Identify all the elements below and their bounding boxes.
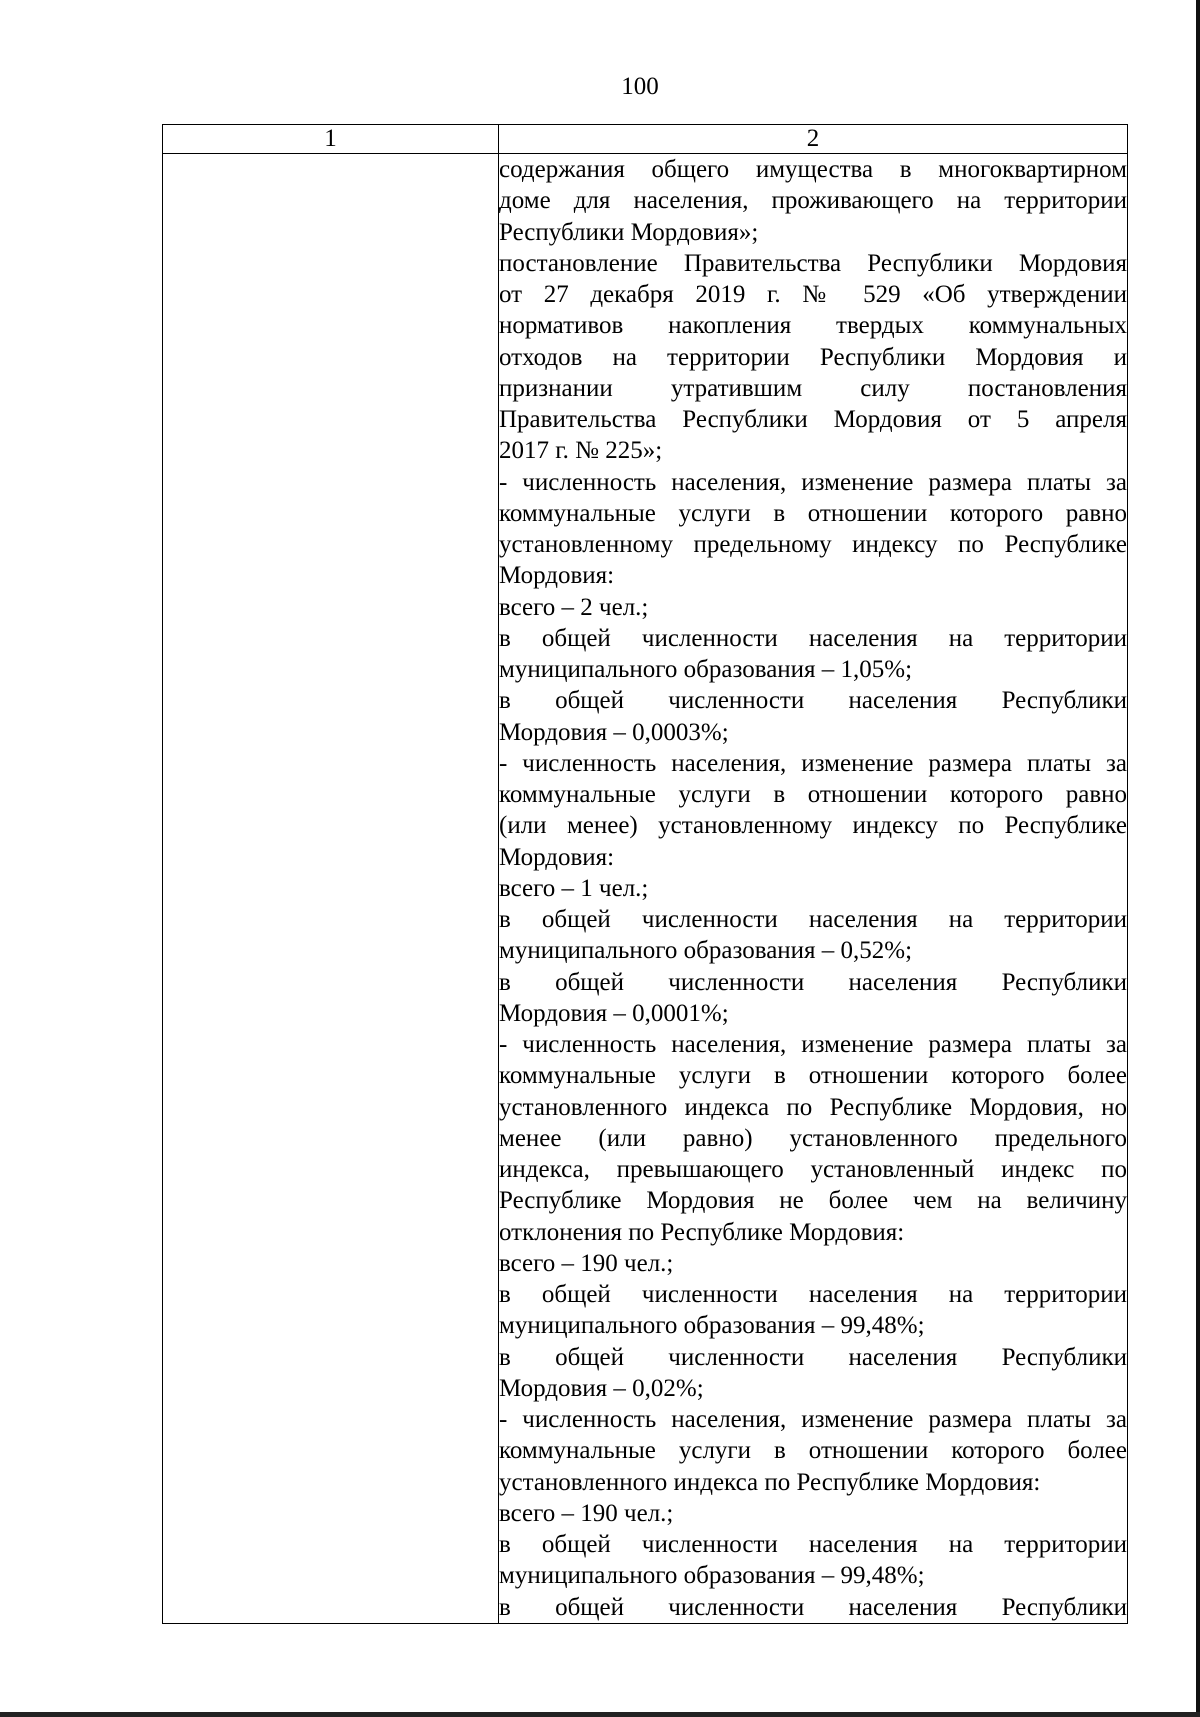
text-line: - численность населения, изменение размера платы за bbox=[499, 1406, 1127, 1433]
text-line: коммунальные услуги в отношении которого более bbox=[499, 1062, 1127, 1090]
text-line: муниципального образования – 1,05%; bbox=[499, 656, 913, 683]
text-line: в общей численности населения Республики bbox=[499, 968, 1127, 996]
text-line: от 27 декабря 2019 г. № 529 «Об утверждении bbox=[499, 281, 1127, 308]
scan-edge-right bbox=[1196, 0, 1200, 1717]
text-line: отходов на территории Республики Мордовия и bbox=[499, 343, 1127, 371]
text-line: (или менее) установленному индексу по Республике bbox=[499, 812, 1127, 840]
text-line: - численность населения, изменение размера платы за bbox=[499, 1031, 1127, 1058]
text-line: установленного индекса по Республике Мордовия, но bbox=[499, 1093, 1127, 1121]
text-line: доме для населения, проживающего на территории bbox=[499, 187, 1127, 215]
scan-edge-bottom bbox=[0, 1712, 1200, 1717]
text-line: 2017 г. № 225»; bbox=[499, 437, 663, 465]
text-line: Мордовия – 0,02%; bbox=[499, 1374, 704, 1402]
text-line: Республики Мордовия»; bbox=[499, 218, 759, 246]
text-line: в общей численности населения на территории bbox=[499, 906, 1127, 933]
column-1-cell bbox=[163, 154, 499, 1624]
text-line: менее (или равно) установленного предельного bbox=[499, 1124, 1127, 1152]
text-line: нормативов накопления твердых коммунальных bbox=[499, 312, 1127, 340]
text-line: муниципального образования – 99,48%; bbox=[499, 1312, 925, 1340]
text-line: Мордовия – 0,0001%; bbox=[499, 999, 729, 1027]
text-line: муниципального образования – 99,48%; bbox=[499, 1562, 925, 1590]
text-line: в общей численности населения Республики bbox=[499, 1343, 1127, 1371]
text-line: Мордовия: bbox=[499, 843, 615, 871]
text-line: коммунальные услуги в отношении которого более bbox=[499, 1437, 1127, 1465]
text-line: всего – 190 чел.; bbox=[499, 1249, 674, 1277]
text-line: коммунальные услуги в отношении которого равно bbox=[499, 781, 1127, 808]
text-line: отклонения по Республике Мордовия: bbox=[499, 1218, 905, 1246]
text-line: в общей численности населения на территории bbox=[499, 624, 1127, 652]
text-line: муниципального образования – 0,52%; bbox=[499, 937, 913, 965]
text-line: индекса, превышающего установленный индекс по bbox=[499, 1156, 1127, 1183]
table-row bbox=[163, 154, 1128, 1624]
text-line: в общей численности населения Республики bbox=[499, 1593, 1127, 1621]
text-line: признании утратившим силу постановления bbox=[499, 374, 1127, 402]
text-line: установленного индекса по Республике Мордовия: bbox=[499, 1468, 1041, 1496]
text-line: всего – 190 чел.; bbox=[499, 1499, 674, 1527]
text-line: содержания общего имущества в многоквартирном bbox=[499, 156, 1127, 183]
text-line: - численность населения, изменение размера платы за bbox=[499, 749, 1127, 777]
table-header-row bbox=[163, 125, 1128, 154]
text-line: Правительства Республики Мордовия от 5 апреля bbox=[499, 406, 1127, 433]
text-line: в общей численности населения на территории bbox=[499, 1531, 1127, 1558]
page-number: 100 bbox=[621, 73, 659, 100]
text-line: всего – 2 чел.; bbox=[499, 593, 649, 621]
text-line: постановление Правительства Республики Мордовия bbox=[499, 249, 1127, 277]
column-2-header: 2 bbox=[499, 125, 1128, 154]
text-line: всего – 1 чел.; bbox=[499, 874, 649, 902]
text-line: Республике Мордовия не более чем на величину bbox=[499, 1187, 1127, 1215]
column-2-cell bbox=[499, 154, 1128, 1624]
text-line: в общей численности населения на территории bbox=[499, 1281, 1127, 1308]
content-table bbox=[162, 124, 1128, 1624]
text-line: Мордовия – 0,0003%; bbox=[499, 718, 729, 746]
column-1-header: 1 bbox=[163, 125, 499, 154]
text-line: установленному предельному индексу по Республике bbox=[499, 531, 1127, 558]
text-line: в общей численности населения Республики bbox=[499, 687, 1127, 715]
text-line: - численность населения, изменение размера платы за bbox=[499, 468, 1127, 496]
text-line: Мордовия: bbox=[499, 562, 615, 590]
text-line: коммунальные услуги в отношении которого равно bbox=[499, 499, 1127, 527]
